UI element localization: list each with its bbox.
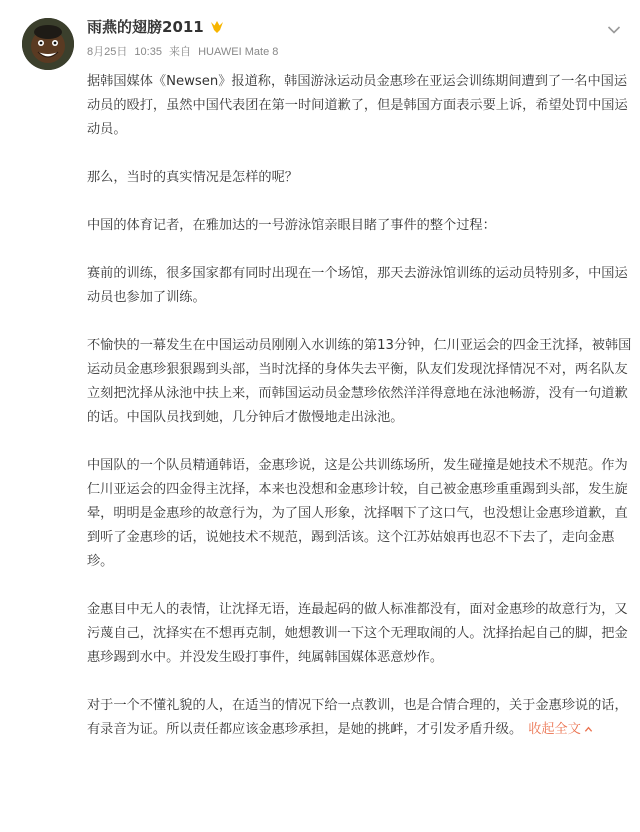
avatar[interactable] [22, 18, 74, 70]
post-header [87, 14, 225, 38]
paragraph-text: 对于一个不懂礼貌的人，在适当的情况下给一点教训，也是合情合理的，关于金惠珍说的话，有录音为证。所以责任都应该金惠珍承担，是她的挑衅，才引发矛盾升级。 [87, 698, 628, 737]
paragraph: 中国的体育记者，在雅加达的一号游泳馆亲眼目睹了事件的整个过程： [87, 218, 496, 233]
paragraph: 中国队的一个队员精通韩语，金惠珍说，这是公共训练场所，发生碰撞是她技术不规范。作为仁川亚运会的四金得主沈择，本来也没想和金惠珍计较，自己被金惠珍重重踢到头部，发生旋晕，明明是金惠珍的故意行为，为了国人形象，沈择咽下了这口气，也没想让金惠珍道歉，直到听了金惠珍的话，说她技术不规范，踢到活该。这个江苏姑娘再也忍不下去了，走向金惠珍。 [87, 458, 628, 569]
paragraph: 据韩国媒体《Newsen》报道称，韩国游泳运动员金惠珍在亚运会训练期间遭到了一名中国运动员的殴打，虽然中国代表团在第一时间道歉了，但是韩国方面表示要上诉，希望处罚中国运动员。 [87, 74, 628, 137]
paragraph: 赛前的训练，很多国家都有同时出现在一个场馆，那天去游泳馆训练的运动员特别多，中国运动员也参加了训练。 [87, 266, 628, 305]
post-body [87, 70, 637, 742]
paragraph-last [87, 694, 637, 742]
chevron-up-icon [584, 725, 593, 734]
vip-crown-icon[interactable] [209, 18, 225, 34]
collapse-button[interactable] [528, 722, 593, 737]
avatar-photo-icon [22, 18, 74, 70]
author-name[interactable]: 雨燕的翅膀2011 [87, 17, 204, 36]
source-device[interactable]: HUAWEI Mate 8 [198, 46, 279, 58]
paragraph: 不愉快的一幕发生在中国运动员刚刚入水训练的第13分钟，仁川亚运会的四金王沈择，被韩国运动员金惠珍狠狠踢到头部，当时沈择的身体失去平衡，队友们发现沈择情况不对，两名队友立刻把沈择从泳池中扶上来，而韩国运动员金慧珍依然洋洋得意地在泳池畅游，没有一句道歉的话。中国队员找到她，几分钟后才傲慢地走出泳池。 [87, 338, 632, 425]
paragraph: 金惠目中无人的表情，让沈择无语，连最起码的做人标准都没有，面对金惠珍的故意行为，又污蔑自己，沈择实在不想再克制，她想教训一下这个无理取闹的人。沈择抬起自己的脚，把金惠珍踢到水中。并没发生殴打事件，纯属韩国媒体恶意炒作。 [87, 602, 628, 665]
post-time[interactable]: 10:35 [134, 46, 162, 58]
post-meta [87, 43, 282, 59]
post-date[interactable]: 8月25日 [87, 46, 128, 58]
post-menu-button[interactable] [607, 20, 621, 30]
source-prefix: 来自 [169, 46, 192, 58]
paragraph: 那么，当时的真实情况是怎样的呢？ [87, 170, 298, 185]
collapse-label: 收起全文 [528, 722, 581, 737]
chevron-down-icon [607, 25, 621, 35]
